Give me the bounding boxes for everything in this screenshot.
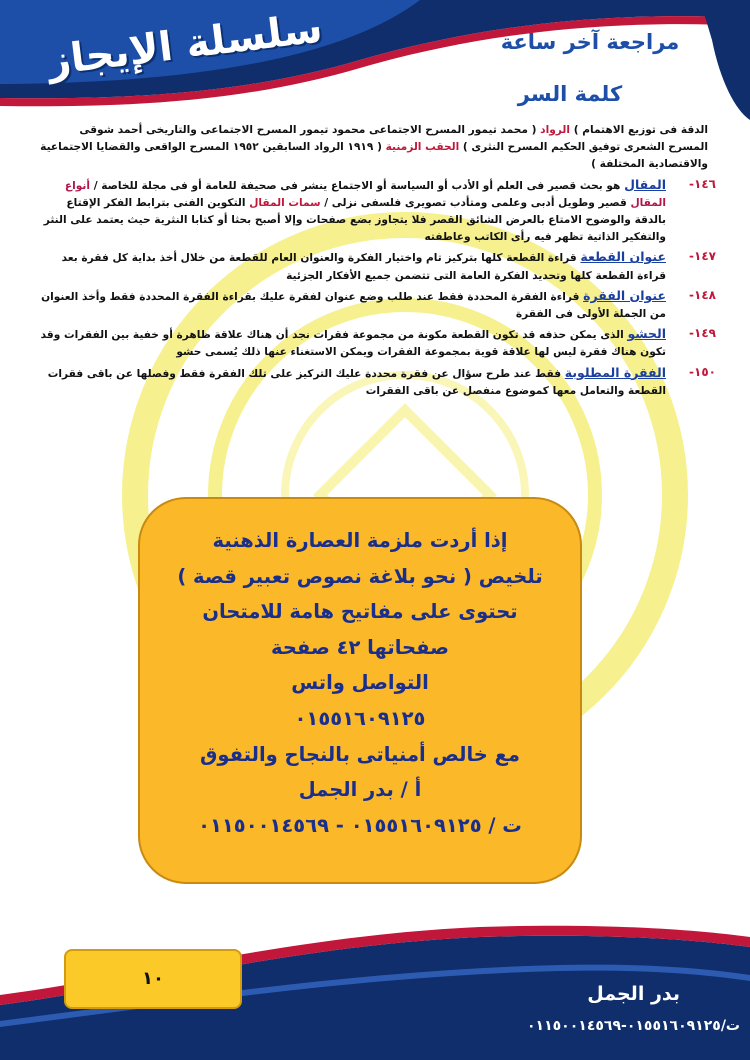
intro-text: ( محمد تيمور المسرح الاجتماعى محمود تيمور المسرح الاجتماعى والتاريخى أحمد شوقى المسرح الشعرى توفيق الحكيم المسرح النثرى )	[79, 124, 708, 154]
promo-line: تلخيص ( نحو بلاغة نصوص تعبير قصة )	[177, 564, 543, 588]
pioneers-label: الرواد	[540, 124, 570, 136]
promo-phones: ت / ٠١٥٥١٦٠٩١٢٥ - ٠١١٥٠٠١٤٥٦٩	[198, 813, 522, 837]
entry-number: ١٤٧-	[689, 249, 716, 264]
entry-required-paragraph	[36, 364, 716, 400]
promo-line: مع خالص أمنياتى بالنجاح والتفوق	[199, 742, 521, 766]
entry-paragraph-title	[36, 287, 716, 323]
intro-paragraph	[36, 122, 716, 174]
essay-types-label: أنواع المقال	[64, 179, 666, 209]
intro-text: ( ١٩١٩ الرواد السابقين ١٩٥٢ المسرح الواقعى والقضايا الاجتماعية والاقتصادية المختلفة )	[40, 141, 708, 171]
entry-text: هو بحث قصير فى العلم أو الأدب أو السياسة أو الاجتماع ينشر فى صحيفة للعامة أو فى مجلة للخاصة /	[90, 179, 625, 192]
intro-text: الدقة فى توزيع الاهتمام )	[570, 124, 708, 136]
entry-term: عنوان القطعة	[580, 249, 666, 265]
keyword-title: كلمة السر	[517, 82, 623, 106]
entry-passage-title	[36, 248, 716, 284]
review-title: مراجعة آخر ساعة	[500, 30, 680, 54]
entry-term: المقال	[624, 176, 666, 192]
page-number-box	[64, 949, 242, 1009]
entry-number: ١٤٦-	[689, 176, 716, 191]
entry-text: قصير وطويل أدبى وعلمى ومتأدب تصويرى فلسفى نزلى /	[320, 196, 631, 209]
page-number: ١٠	[142, 968, 164, 989]
promo-line: التواصل واتس	[291, 671, 429, 695]
promo-phone: ٠١٥٥١٦٠٩١٢٥	[294, 706, 426, 730]
entry-filler	[36, 325, 716, 361]
entry-term: الحشو	[627, 326, 666, 342]
series-title: سلسلة الإيجاز	[45, 5, 325, 85]
essay-traits-label: سمات المقال	[249, 196, 321, 209]
entry-text: التكوين الفنى بترابط الفكر الإقتاع بالدقة والوضوح الامتاع بالعرض الشائق القصر فلا يتجاوز بضع صفحات وإلا أصبح بحثا أو كتابا النثرية حيث يعتمد على النثر والتفكير الذاتية تظهر فيه رأى الكاتب وعاطفته	[43, 196, 666, 244]
entry-text: قراءة الفقرة المحددة فقط عند طلب وضع عنوان لفقرة عليك بقراءة الفقرة المحددة فقط وأخذ العنوان من الجملة الأولى فى الفقرة	[41, 290, 666, 321]
promo-line: إذا أردت ملزمة العصارة الذهنية	[212, 529, 508, 552]
entry-number: ١٤٨-	[689, 287, 716, 302]
promo-line: تحتوى على مفاتيح هامة للامتحان	[202, 600, 518, 624]
promo-box	[138, 497, 582, 884]
entry-text: قراءة القطعة كلها بتركيز تام واختيار الفكرة والعنوان العام للقطعة من خلال أخذ بداية كل فقرة بعد قراءة القطعة كلها وتحديد الفكرة العامة التى تتضمن جميع الأفكار الجزئية	[61, 252, 666, 282]
promo-author: أ / بدر الجمل	[298, 778, 422, 802]
entry-essay	[36, 176, 716, 247]
entry-text: الذى يمكن حذفه قد تكون القطعة مكونة من مجموعة فقرات نجد أن هناك علاقة ظاهرة أو خفية بين الفقرات وقد تكون هناك فقرة ليس لها علاقة قوية بمجموعة الفقرات ويمكن الاستغناء عنها ذلك يُسمى حشو	[40, 329, 666, 359]
entry-text: فقط عند طرح سؤال عن فقرة محددة عليك التركيز على تلك الفقرة فقط وفصلها عن باقى فقرات القطعة والتعامل معها كموضوع منفصل عن باقى الفقرات	[47, 367, 666, 397]
entry-term: الفقرة المطلوبة	[564, 364, 666, 380]
eras-label: الحقب الزمنية	[385, 141, 460, 154]
article-body	[36, 122, 716, 402]
entry-term: عنوان الفقرة	[583, 287, 666, 303]
footer-author-name: بدر الجمل	[587, 983, 680, 1005]
footer-phones: ت/٠١٥٥١٦٠٩١٢٥-٠١١٥٠٠١٤٥٦٩	[527, 1018, 740, 1034]
promo-line: صفحاتها ٤٢ صفحة	[271, 635, 449, 659]
entry-number: ١٤٩-	[689, 326, 716, 341]
entry-number: ١٥٠-	[689, 364, 716, 379]
